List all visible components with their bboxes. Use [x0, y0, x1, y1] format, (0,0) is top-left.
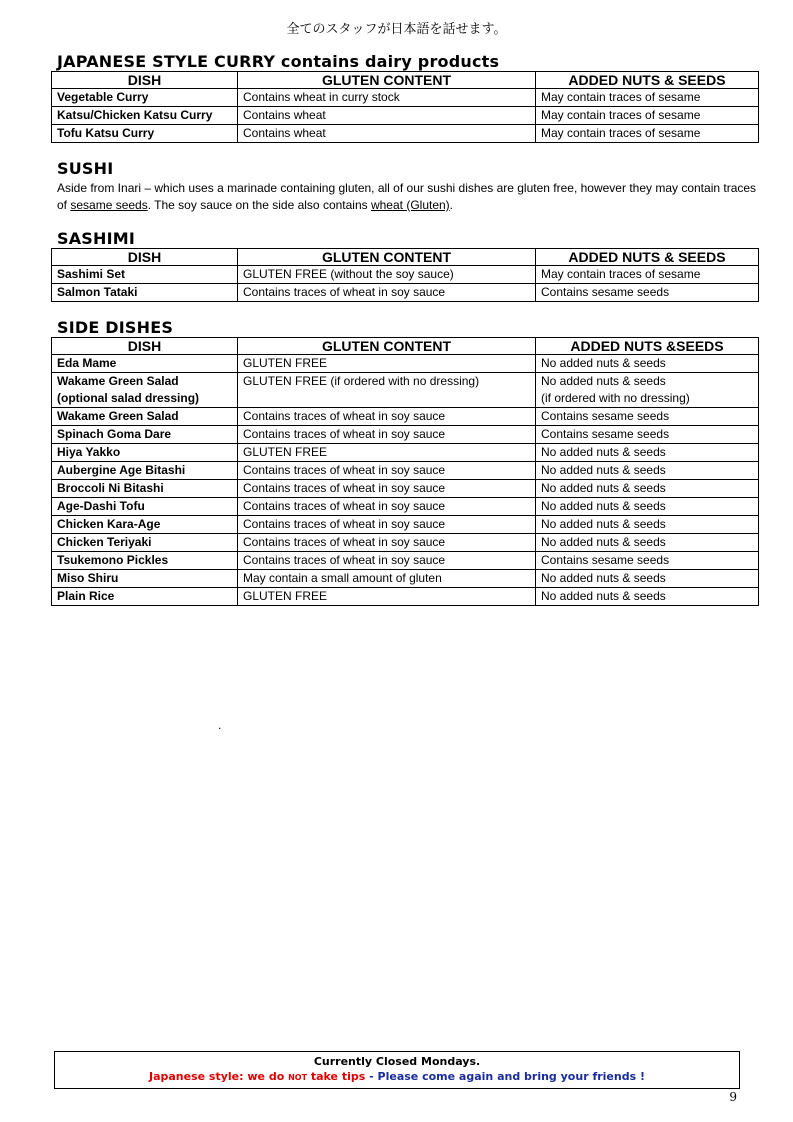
gluten-content: May contain a small amount of gluten [238, 570, 536, 588]
dish-name: Tsukemono Pickles [52, 552, 238, 570]
gluten-content: Contains traces of wheat in soy sauce [238, 426, 536, 444]
table-row [52, 284, 759, 302]
table-row [52, 588, 759, 606]
tips-notice [55, 1070, 739, 1083]
nuts-seeds: No added nuts & seeds [536, 498, 759, 516]
dish-name: Eda Mame [52, 355, 238, 373]
table-row [52, 125, 759, 143]
stray-dot: . [218, 718, 222, 732]
dish-name: Sashimi Set [52, 266, 238, 284]
dish-name: Chicken Kara-Age [52, 516, 238, 534]
nuts-seeds: No added nuts & seeds [536, 355, 759, 373]
column-header-nuts: ADDED NUTS & SEEDS [536, 249, 759, 266]
gluten-content: GLUTEN FREE (without the soy sauce) [238, 266, 536, 284]
dish-name: Katsu/Chicken Katsu Curry [52, 107, 238, 125]
gluten-content: Contains traces of wheat in soy sauce [238, 516, 536, 534]
nuts-seeds: May contain traces of sesame [536, 125, 759, 143]
table-row [52, 552, 759, 570]
table-row [52, 89, 759, 107]
gluten-content: Contains traces of wheat in soy sauce [238, 284, 536, 302]
table-row [52, 107, 759, 125]
column-header-gluten: GLUTEN CONTENT [238, 249, 536, 266]
table-row [52, 480, 759, 498]
dish-name: Spinach Goma Dare [52, 426, 238, 444]
dish-name: Salmon Tataki [52, 284, 238, 302]
gluten-content: Contains traces of wheat in soy sauce [238, 534, 536, 552]
table-row [52, 266, 759, 284]
gluten-content: Contains traces of wheat in soy sauce [238, 408, 536, 426]
dish-name: Vegetable Curry [52, 89, 238, 107]
dish-name: Tofu Katsu Curry [52, 125, 238, 143]
dish-name: Wakame Green Salad [52, 408, 238, 426]
nuts-seeds: No added nuts & seeds [536, 462, 759, 480]
curry-section-title: JAPANESE STYLE CURRY contains dairy products [57, 52, 500, 71]
side-dishes-section-title: SIDE DISHES [57, 318, 174, 337]
nuts-seeds: No added nuts & seeds [536, 516, 759, 534]
curry-table [51, 71, 759, 143]
nuts-seeds [536, 373, 759, 408]
nuts-seeds: May contain traces of sesame [536, 266, 759, 284]
dish-name: Hiya Yakko [52, 444, 238, 462]
tips-notice-not: NOT [288, 1073, 308, 1082]
dish-name-line1: Wakame Green Salad [57, 374, 179, 388]
tips-notice-red-a: Japanese style: we do [148, 1070, 289, 1083]
sashimi-section-title: SASHIMI [57, 229, 136, 248]
dish-name: Age-Dashi Tofu [52, 498, 238, 516]
nuts-seeds: May contain traces of sesame [536, 107, 759, 125]
table-header-row [52, 338, 759, 355]
gluten-content: Contains traces of wheat in soy sauce [238, 462, 536, 480]
nuts-seeds: No added nuts & seeds [536, 534, 759, 552]
table-row [52, 444, 759, 462]
table-row [52, 408, 759, 426]
footer-notice [54, 1051, 740, 1089]
nuts-seeds: No added nuts & seeds [536, 444, 759, 462]
sushi-text-sesame: sesame seeds [70, 198, 148, 212]
dish-name: Aubergine Age Bitashi [52, 462, 238, 480]
column-header-gluten: GLUTEN CONTENT [238, 72, 536, 89]
table-row [52, 462, 759, 480]
nuts-seeds: No added nuts & seeds [536, 588, 759, 606]
dish-name [52, 373, 238, 408]
column-header-nuts: ADDED NUTS & SEEDS [536, 72, 759, 89]
dish-name: Broccoli Ni Bitashi [52, 480, 238, 498]
column-header-dish: DISH [52, 249, 238, 266]
nuts-seeds: No added nuts & seeds [536, 570, 759, 588]
nuts-seeds-line1: No added nuts & seeds [541, 374, 666, 388]
table-row [52, 373, 759, 408]
table-row [52, 355, 759, 373]
nuts-seeds: May contain traces of sesame [536, 89, 759, 107]
table-row [52, 498, 759, 516]
page-number: 9 [729, 1090, 737, 1104]
sashimi-table [51, 248, 759, 302]
gluten-content: Contains wheat in curry stock [238, 89, 536, 107]
table-header-row [52, 249, 759, 266]
table-row [52, 516, 759, 534]
table-row [52, 426, 759, 444]
dish-name: Plain Rice [52, 588, 238, 606]
side-dishes-table [51, 337, 759, 606]
table-row [52, 534, 759, 552]
dish-name-line2: (optional salad dressing) [57, 391, 200, 405]
nuts-seeds: Contains sesame seeds [536, 284, 759, 302]
closed-mondays-notice: Currently Closed Mondays. [313, 1055, 481, 1068]
nuts-seeds: Contains sesame seeds [536, 552, 759, 570]
tips-notice-red-b: take tips [307, 1070, 366, 1083]
page-header-japanese: 全てのスタッフが日本語を話せます。 [286, 22, 507, 37]
dish-name: Chicken Teriyaki [52, 534, 238, 552]
nuts-seeds-line2: (if ordered with no dressing) [541, 391, 690, 405]
gluten-content: Contains traces of wheat in soy sauce [238, 480, 536, 498]
gluten-content: Contains traces of wheat in soy sauce [238, 498, 536, 516]
nuts-seeds: Contains sesame seeds [536, 408, 759, 426]
nuts-seeds: No added nuts & seeds [536, 480, 759, 498]
sushi-text-part2: . The soy sauce on the side also contains [147, 198, 371, 212]
gluten-content: GLUTEN FREE (if ordered with no dressing) [238, 373, 536, 408]
table-header-row [52, 72, 759, 89]
column-header-dish: DISH [52, 338, 238, 355]
column-header-nuts: ADDED NUTS &SEEDS [536, 338, 759, 355]
gluten-content: Contains wheat [238, 107, 536, 125]
sushi-section-title: SUSHI [57, 159, 114, 178]
tips-notice-blue: - Please come again and bring your friends ! [365, 1070, 645, 1083]
sushi-description [57, 180, 757, 214]
column-header-gluten: GLUTEN CONTENT [238, 338, 536, 355]
sushi-text-part3: . [449, 198, 454, 212]
gluten-content: Contains wheat [238, 125, 536, 143]
gluten-content: GLUTEN FREE [238, 444, 536, 462]
table-row [52, 570, 759, 588]
gluten-content: Contains traces of wheat in soy sauce [238, 552, 536, 570]
column-header-dish: DISH [52, 72, 238, 89]
nuts-seeds: Contains sesame seeds [536, 426, 759, 444]
sushi-text-wheat: wheat (Gluten) [370, 198, 450, 212]
sushi-text-part1: Aside from Inari – which uses a marinade containing gluten, all of our sushi dishes are gluten free, however they may contain traces of [57, 181, 757, 212]
gluten-content: GLUTEN FREE [238, 355, 536, 373]
dish-name: Miso Shiru [52, 570, 238, 588]
gluten-content: GLUTEN FREE [238, 588, 536, 606]
